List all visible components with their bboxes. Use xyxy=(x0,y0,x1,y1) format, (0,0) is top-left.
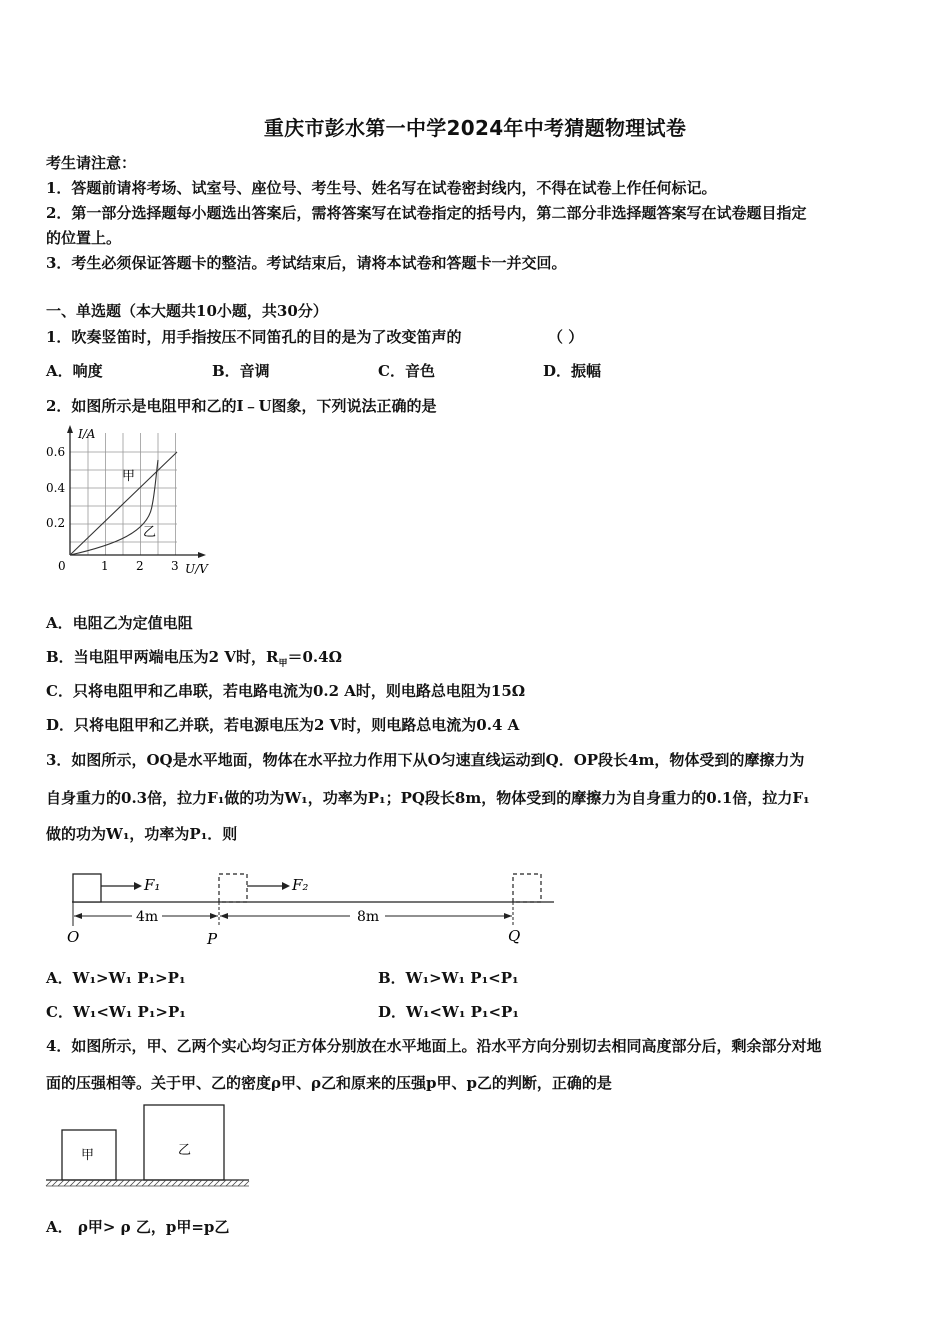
iu-graph xyxy=(40,420,220,582)
curve-jia xyxy=(70,452,177,555)
x-tick-3: 3 xyxy=(171,559,179,573)
y-axis-label: I/A xyxy=(78,427,96,441)
label-yi: 乙 xyxy=(143,525,157,540)
x-axis-label: U/V xyxy=(185,562,208,576)
q1-option-d: D．振幅 xyxy=(543,362,602,380)
arrow-f2-head xyxy=(282,882,290,890)
cube-yi-label: 乙 xyxy=(178,1143,192,1158)
dim-op-arrow-right xyxy=(210,913,218,919)
dim-pq-arrow-right xyxy=(504,913,512,919)
q2-option-b-sub: 甲 xyxy=(278,659,288,669)
floor-hatch xyxy=(46,1180,249,1186)
block-p-dashed xyxy=(219,874,247,902)
label-p: P xyxy=(207,930,218,948)
label-jia: 甲 xyxy=(122,469,136,484)
label-8m: 8m xyxy=(357,909,380,925)
page-title: 重庆市彭水第一中学2024年中考猜题物理试卷 xyxy=(263,116,687,140)
y-tick-02: 0.2 xyxy=(46,516,66,530)
notice-line-3: 3．考生必须保证答题卡的整洁。考试结束后，请将本试卷和答题卡一并交回。 xyxy=(46,254,567,272)
label-o: O xyxy=(67,928,80,946)
x-tick-1: 1 xyxy=(101,559,109,573)
q3-line-2: 自身重力的0.3倍，拉力F₁做的功为W₁，功率为P₁；PQ段长8m，物体受到的摩擦力为自身重力的0.1倍，拉力F₁ xyxy=(46,789,810,807)
y-tick-04: 0.4 xyxy=(46,481,66,495)
cube-jia-label: 甲 xyxy=(81,1148,95,1163)
dim-op-arrow-left xyxy=(74,913,82,919)
q2-option-a: A．电阻乙为定值电阻 xyxy=(46,614,193,632)
q3-line-3: 做的功为W₁，功率为P₁．则 xyxy=(46,825,238,843)
q1-answer-paren: （ ） xyxy=(548,328,584,346)
label-4m: 4m xyxy=(136,909,159,925)
q1-option-c: C．音色 xyxy=(378,362,435,380)
q1-stem: 1．吹奏竖笛时，用手指按压不同笛孔的目的是为了改变笛声的 xyxy=(46,328,462,346)
label-f1: F₁ xyxy=(144,876,161,894)
q2-option-d: D．只将电阻甲和乙并联，若电源电压为2 V时，则电路总电流为0.4 A xyxy=(46,716,520,734)
curve-yi xyxy=(70,460,158,555)
x-tick-0: 0 xyxy=(58,559,66,573)
notice-heading: 考生请注意： xyxy=(46,154,137,172)
q2-option-b-text: B．当电阻甲两端电压为2 V时，R xyxy=(46,648,279,666)
q4-line-1: 4．如图所示，甲、乙两个实心均匀正方体分别放在水平地面上。沿水平方向分别切去相同高度部分后，剩余部分对地 xyxy=(46,1037,822,1055)
notice-line-2: 2．第一部分选择题每小题选出答案后，需将答案写在试卷指定的括号内，第二部分非选择题答案写在试卷题目指定 xyxy=(46,204,807,222)
q1-option-a: A．响度 xyxy=(46,362,103,380)
q2-stem: 2．如图所示是电阻甲和乙的I﹣U图象，下列说法正确的是 xyxy=(46,397,437,415)
y-axis-arrow xyxy=(67,425,73,433)
q4-option-a: A． ρ甲> ρ 乙，p甲=p乙 xyxy=(46,1218,230,1236)
graph-grid xyxy=(70,433,177,555)
cubes-diagram xyxy=(44,1100,254,1192)
x-tick-2: 2 xyxy=(136,559,144,573)
q3-option-d: D．W₁<W₁ P₁<P₁ xyxy=(378,1003,519,1021)
section-heading: 一、单选题（本大题共10小题，共30分） xyxy=(46,302,328,320)
notice-line-1: 1．答题前请将考场、试室号、座位号、考生号、姓名写在试卷密封线内，不得在试卷上作任何标记。 xyxy=(46,179,717,197)
motion-diagram xyxy=(60,862,560,948)
q3-option-c: C．W₁<W₁ P₁>P₁ xyxy=(46,1003,186,1021)
q2-option-c: C．只将电阻甲和乙串联，若电路电流为0.2 A时，则电路总电阻为15Ω xyxy=(46,682,526,700)
dim-pq-arrow-left xyxy=(220,913,228,919)
q4-line-2: 面的压强相等。关于甲、乙的密度ρ甲、ρ乙和原来的压强p甲、p乙的判断，正确的是 xyxy=(46,1074,612,1092)
q3-line-1: 3．如图所示，OQ是水平地面，物体在水平拉力作用下从O匀速直线运动到Q．OP段长4m，物体受到的摩擦力为 xyxy=(46,751,805,769)
q2-option-b-tail: ＝0.4Ω xyxy=(287,648,342,666)
block-start xyxy=(73,874,101,902)
q1-option-b: B．音调 xyxy=(212,362,270,380)
label-q: Q xyxy=(508,927,521,945)
block-q-dashed xyxy=(513,874,541,902)
label-f2: F₂ xyxy=(292,876,309,894)
x-axis-arrow xyxy=(198,552,206,558)
y-tick-06: 0.6 xyxy=(46,445,66,459)
q3-option-b: B．W₁>W₁ P₁<P₁ xyxy=(378,969,519,987)
q3-option-a: A．W₁>W₁ P₁>P₁ xyxy=(46,969,186,987)
q2-option-b xyxy=(46,646,342,669)
arrow-f1-head xyxy=(134,882,142,890)
notice-line-2b: 的位置上。 xyxy=(46,229,122,247)
